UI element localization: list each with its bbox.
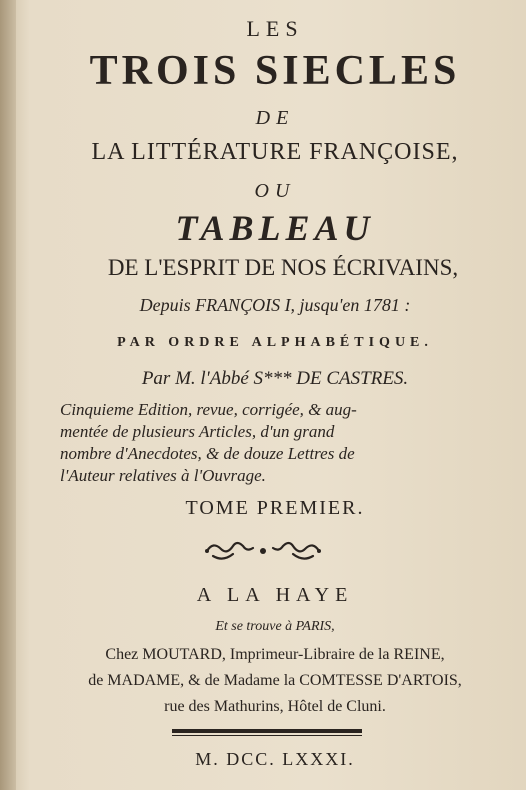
imprint-rule-thick: [172, 729, 362, 733]
title-ou: OU: [254, 180, 296, 202]
imprint-trouve: Et se trouve à PARIS,: [215, 619, 335, 634]
title-tableau: TABLEAU: [175, 208, 375, 248]
book-gutter: [0, 0, 16, 790]
title-trois-siecles: TROIS SIECLES: [89, 48, 461, 94]
title-les: LES: [246, 16, 304, 41]
edition-line: Cinquieme Edition, revue, corrigée, & aug-: [60, 400, 357, 419]
tome-label: TOME PREMIER.: [185, 497, 365, 519]
publisher-line: de MADAME, & de Madame la COMTESSE D'ARTOIS,: [88, 672, 462, 689]
publisher-line: Chez MOUTARD, Imprimeur-Libraire de la REINE,: [105, 646, 445, 663]
edition-line: nombre d'Anecdotes, & de douze Lettres de: [60, 444, 355, 463]
edition-line: l'Auteur relatives à l'Ouvrage.: [60, 466, 266, 485]
publisher-line: rue des Mathurins, Hôtel de Cluni.: [164, 698, 386, 715]
title-litterature: LA LITTÉRATURE FRANÇOISE,: [91, 139, 459, 165]
imprint-date: M. DCC. LXXXI.: [195, 749, 355, 769]
author-line: Par M. l'Abbé S*** DE CASTRES.: [141, 368, 409, 389]
subtitle-par-ordre: PAR ORDRE ALPHABÉTIQUE.: [117, 335, 433, 350]
title-de: DE: [255, 107, 295, 129]
imprint-rule-thin: [172, 735, 362, 736]
fleuron-ornament-icon: [203, 538, 323, 564]
edition-statement: [60, 399, 480, 487]
imprint-city: A LA HAYE: [196, 584, 354, 606]
title-esprit: DE L'ESPRIT DE NOS ÉCRIVAINS,: [107, 255, 459, 280]
subtitle-depuis: Depuis FRANÇOIS I, jusqu'en 1781 :: [139, 295, 411, 315]
edition-line: mentée de plusieurs Articles, d'un grand: [60, 422, 335, 441]
